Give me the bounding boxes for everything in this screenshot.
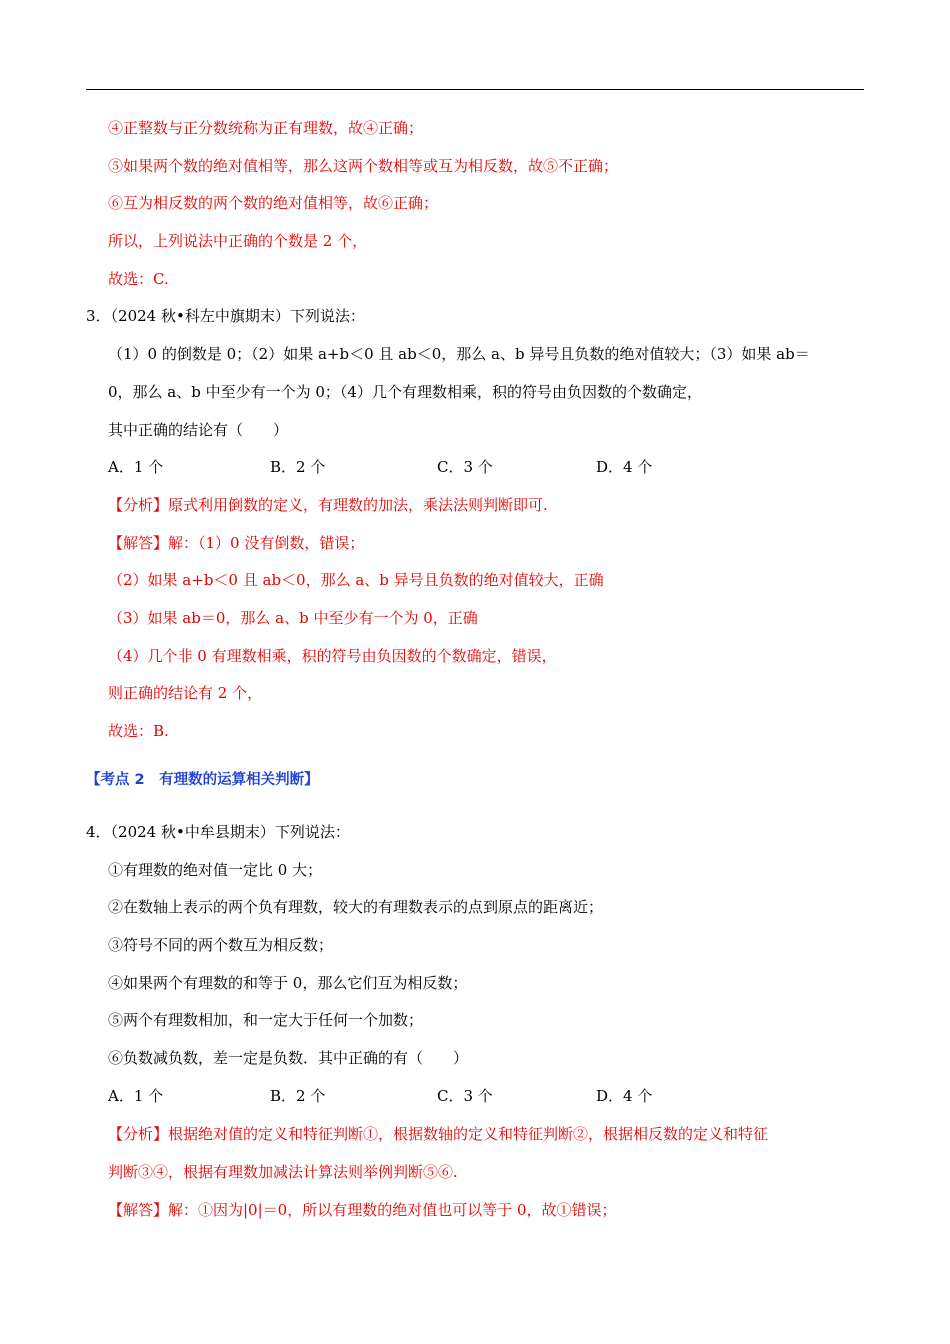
prev-answer: 故选：C. <box>108 270 169 288</box>
q4-item-3: ③符号不同的两个数互为相反数； <box>108 936 334 954</box>
q3-option-d: D．4 个 <box>596 458 653 476</box>
q3-analysis: 【分析】原式利用倒数的定义，有理数的加法，乘法法则判断即可. <box>108 496 548 514</box>
prev-item-5: ⑤如果两个数的绝对值相等，那么这两个数相等或互为相反数，故⑤不正确； <box>108 157 619 175</box>
q4-item-4: ④如果两个有理数的和等于 0，那么它们互为相反数； <box>108 974 468 992</box>
q4-option-a: A．1 个 <box>108 1087 164 1105</box>
q3-statements-line1: （1）0 的倒数是 0；（2）如果 a+b＜0 且 ab＜0，那么 a、b 异号且负数的绝对值较大；（3）如果 ab＝ <box>108 345 810 363</box>
q4-item-5: ⑤两个有理数相加，和一定大于任何一个加数； <box>108 1011 424 1029</box>
q3-option-a: A．1 个 <box>108 458 164 476</box>
q4-item-2: ②在数轴上表示的两个负有理数，较大的有理数表示的点到原点的距离近； <box>108 898 604 916</box>
q4-solution-1: 【解答】解：①因为|0|＝0，所以有理数的绝对值也可以等于 0，故①错误； <box>108 1201 617 1219</box>
q4-stem: 4．（2024 秋•中牟县期末）下列说法： <box>86 823 350 841</box>
q4-analysis-line1: 【分析】根据绝对值的定义和特征判断①，根据数轴的定义和特征判断②，根据相反数的定义和特征 <box>108 1125 769 1143</box>
q4-option-c: C．3 个 <box>437 1087 493 1105</box>
prev-item-6: ⑥互为相反数的两个数的绝对值相等，故⑥正确； <box>108 194 439 212</box>
q3-solution-3: （3）如果 ab＝0，那么 a、b 中至少有一个为 0，正确 <box>108 609 478 627</box>
section-heading: 【考点 2 有理数的运算相关判断】 <box>86 772 319 788</box>
header-rule <box>86 89 864 90</box>
q4-analysis-line2: 判断③④，根据有理数加减法计算法则举例判断⑤⑥. <box>108 1163 458 1181</box>
q3-solution-4: （4）几个非 0 有理数相乘，积的符号由负因数的个数确定，错误， <box>108 647 557 665</box>
prev-item-4: ④正整数与正分数统称为正有理数，故④正确； <box>108 119 424 137</box>
q4-item-1: ①有理数的绝对值一定比 0 大； <box>108 861 323 879</box>
q3-stem: 3．（2024 秋•科左中旗期末）下列说法： <box>86 307 365 325</box>
q3-answer: 故选：B. <box>108 722 169 740</box>
q3-question: 其中正确的结论有（ ） <box>108 421 289 439</box>
q3-solution-1: 【解答】解：（1）0 没有倒数，错误； <box>108 534 365 552</box>
q3-option-b: B．2 个 <box>270 458 326 476</box>
q4-item-6: ⑥负数减负数，差一定是负数．其中正确的有（ ） <box>108 1049 469 1067</box>
prev-conclusion: 所以，上列说法中正确的个数是 2 个， <box>108 232 368 250</box>
q4-option-d: D．4 个 <box>596 1087 653 1105</box>
q3-solution-5: 则正确的结论有 2 个， <box>108 684 263 702</box>
q3-statements-line2: 0，那么 a、b 中至少有一个为 0；（4）几个有理数相乘，积的符号由负因数的个数确定， <box>108 383 702 401</box>
q3-solution-2: （2）如果 a+b＜0 且 ab＜0，那么 a、b 异号且负数的绝对值较大，正确 <box>108 571 604 589</box>
q3-option-c: C．3 个 <box>437 458 493 476</box>
q4-option-b: B．2 个 <box>270 1087 326 1105</box>
